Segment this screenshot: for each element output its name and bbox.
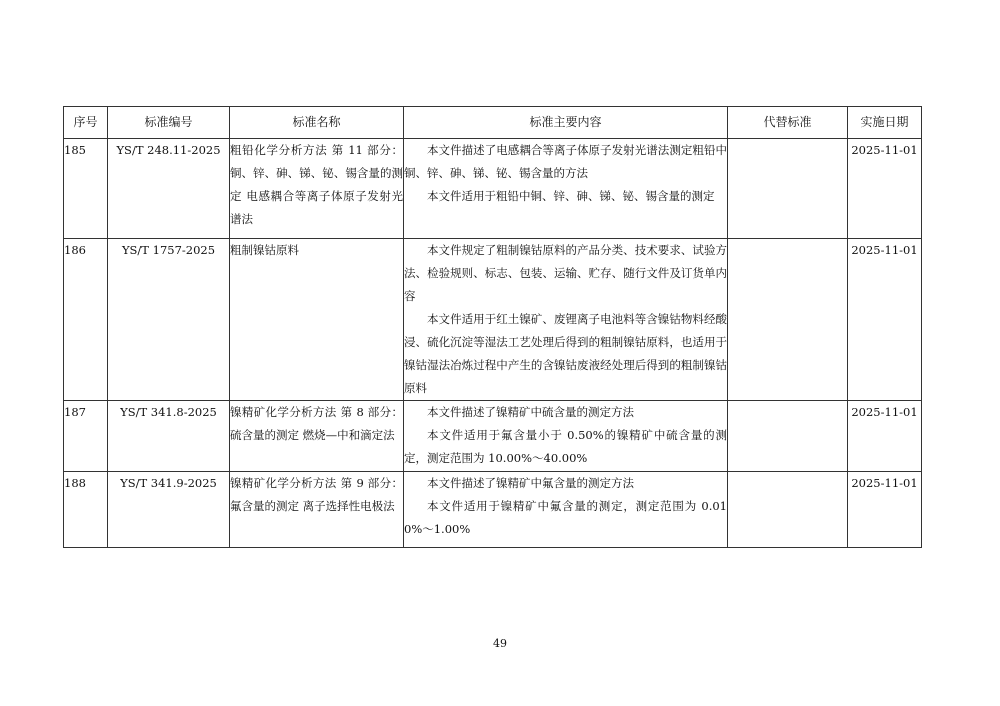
row-content (404, 239, 728, 401)
row-replace (728, 401, 848, 472)
row-name: 粗制镍钴原料 (230, 239, 404, 401)
row-replace (728, 472, 848, 548)
header-date: 实施日期 (848, 107, 922, 139)
content-paragraph: 本文件适用于粗铅中铜、锌、砷、锑、铋、锡含量的测定 (427, 189, 715, 203)
row-name: 镍精矿化学分析方法 第 8 部分：硫含量的测定 燃烧—中和滴定法 (230, 401, 404, 472)
standards-table (63, 106, 922, 548)
row-replace (728, 239, 848, 401)
page-number: 49 (493, 637, 507, 650)
table-row (64, 139, 922, 239)
row-name: 镍精矿化学分析方法 第 9 部分：氟含量的测定 离子选择性电极法 (230, 472, 404, 548)
row-date: 2025-11-01 (848, 139, 922, 239)
table-row (64, 401, 922, 472)
row-no: 185 (64, 139, 108, 239)
row-date: 2025-11-01 (848, 472, 922, 548)
row-no: 186 (64, 239, 108, 401)
row-no: 188 (64, 472, 108, 548)
row-name: 粗铅化学分析方法 第 11 部分：铜、锌、砷、锑、铋、锡含量的测定 电感耦合等离子体原子发射光谱法 (230, 139, 404, 239)
row-date: 2025-11-01 (848, 239, 922, 401)
row-replace (728, 139, 848, 239)
content-paragraph: 本文件规定了粗制镍钴原料的产品分类、技术要求、试验方法、检验规则、标志、包装、运输、贮存、随行文件及订货单内容 (404, 243, 727, 303)
row-no: 187 (64, 401, 108, 472)
content-paragraph: 本文件适用于氟含量小于 0.50%的镍精矿中硫含量的测定，测定范围为 10.00%～40.00% (404, 428, 727, 465)
row-date: 2025-11-01 (848, 401, 922, 472)
content-paragraph: 本文件适用于镍精矿中氟含量的测定，测定范围为 0.010%～1.00% (404, 499, 727, 536)
content-paragraph: 本文件描述了镍精矿中硫含量的测定方法 (427, 405, 634, 419)
table-row (64, 472, 922, 548)
header-replace: 代替标准 (728, 107, 848, 139)
row-content (404, 139, 728, 239)
header-no: 序号 (64, 107, 108, 139)
header-code: 标准编号 (108, 107, 230, 139)
row-code: YS/T 248.11-2025 (108, 139, 230, 239)
row-code: YS/T 1757-2025 (108, 239, 230, 401)
table-header-row (64, 107, 922, 139)
row-code: YS/T 341.8-2025 (108, 401, 230, 472)
header-content: 标准主要内容 (404, 107, 728, 139)
table-row (64, 239, 922, 401)
row-code: YS/T 341.9-2025 (108, 472, 230, 548)
row-content (404, 401, 728, 472)
row-content (404, 472, 728, 548)
content-paragraph: 本文件描述了镍精矿中氟含量的测定方法 (427, 476, 634, 490)
header-name: 标准名称 (230, 107, 404, 139)
content-paragraph: 本文件适用于红土镍矿、废锂离子电池料等含镍钴物料经酸浸、硫化沉淀等湿法工艺处理后得到的粗制镍钴原料，也适用于镍钴湿法冶炼过程中产生的含镍钴废液经处理后得到的粗制镍钴原料 (404, 312, 727, 395)
content-paragraph: 本文件描述了电感耦合等离子体原子发射光谱法测定粗铅中铜、锌、砷、锑、铋、锡含量的方法 (404, 143, 727, 180)
